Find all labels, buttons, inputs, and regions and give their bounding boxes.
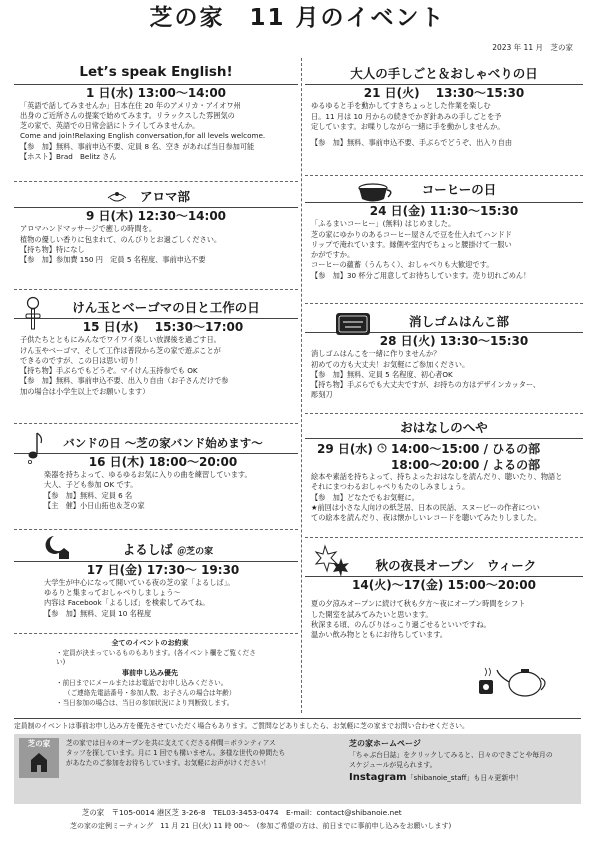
text-line: 【参 加】30 杯分ご用意してお待ちしています。売り切れごめん！ [311, 270, 531, 280]
text-line: ての絵本を読んだり、夜は懐かしいレコードを聴いてみたりしました。 [311, 513, 542, 523]
text-line: タッフを探しています。月に 1 回でも構いません。多様な世代の仲間たち [66, 749, 286, 758]
event-body [14, 335, 298, 396]
homepage-info [349, 738, 574, 785]
event-title: コーヒーの日 [421, 182, 497, 197]
event-title: アロマ部 [139, 189, 190, 204]
text-line: 出身のご近所さんの提案で始めてみます。リラックスした雰囲気の [20, 110, 235, 120]
event-kendama [14, 294, 298, 424]
time-night: 18:00〜20:00 / よるの部 [391, 458, 541, 473]
text-line: 彫刻刀 [311, 390, 333, 400]
text-line: 芝の家で、英語での日常会話にトライしてみませんか。 [20, 121, 200, 131]
text-line: それにまつわるおしゃべりもたのしみましょう。 [311, 482, 470, 492]
event-date [305, 438, 583, 472]
event-title: 大人の手しごと＆おしゃべりの日 [350, 66, 538, 81]
text-line: 夏の夕涼みオープンに続けて秋も夕方〜夜にオープン時間をシフト [311, 599, 526, 609]
text-line: 芝の家にゆかりのあるコーヒー屋さんで豆を仕入れてハンドド [311, 229, 512, 239]
event-body [14, 101, 298, 162]
notice-heading: 全てのイベントのお約束 [111, 639, 189, 647]
event-rules-notice [40, 638, 260, 708]
text-line: 【参 加】どなたでもお気軽に。 [311, 492, 419, 502]
event-body [305, 599, 583, 640]
aroma-oil-icon [106, 188, 128, 206]
text-line: 内容は Facebook「よるしば」を検索してみてね。 [44, 598, 210, 608]
volunteer-box [14, 734, 581, 804]
text-line: 【参 加】無料、事前申込不要、出入り自由（お子さんだけで参 [20, 376, 229, 386]
event-date: 15 日(水) 15:30〜17:00 [14, 318, 298, 335]
event-date: 28 日(火) 13:30〜15:30 [305, 332, 583, 349]
text-line: 子供たちとともにみんなでワイワイ楽しい放課後を過ごす日。 [20, 335, 221, 345]
event-body [305, 101, 583, 148]
text-line: 消しゴムはんこを一緒に作りませんか？ [311, 349, 441, 359]
meeting-line: 芝の家の定例ミーティング 11 月 21 日(火) 11 時 00〜 (参加ご希望の方は、前日までに事前申し込みをお願いします) [70, 822, 452, 830]
text-line: 初めての方も大丈夫！お気軽にご参加ください。 [311, 359, 470, 369]
notice-line: ・当日参加の場合は、当日の参加状況により判断致します。 [56, 698, 234, 707]
coffee-cup-icon [355, 182, 395, 204]
text-line: 秋深まる頃、のんびりほっこり過ごせるといいですね。 [311, 619, 491, 629]
time-day: 14:00〜15:00 / ひるの部 [391, 442, 541, 457]
homepage-title: 芝の家ホームページ [349, 739, 421, 748]
text-line: かがですか。 [311, 250, 355, 260]
autumn-leaves-icon [313, 544, 353, 580]
kendama-icon [22, 296, 44, 332]
text-line: した開室を試みてみたいと思います。 [311, 609, 433, 619]
text-line: できるのですが、この日は思い切り！ [20, 355, 143, 365]
event-title: 消しゴムはんこ部 [408, 314, 509, 329]
eraser-stamp-icon [335, 312, 371, 336]
text-line: 【参 加】無料、定員 10 名程度 [44, 608, 152, 618]
text-line: があなたのご参加をお待ちしています。お気軽にお声がけください！ [66, 759, 270, 768]
text-line: 大人、子ども参加 OK です。 [44, 480, 138, 490]
notice-line: ・定員が決まっているものもあります。(各イベント欄をご覧ください) [56, 648, 256, 667]
left-column [14, 56, 298, 716]
instagram-handle: 「shibanoie_staff」も日々更新中！ [406, 774, 523, 783]
text-line: リップで淹れています。縁側や室内でちょっと腰掛けて一服い [311, 239, 512, 249]
event-body [305, 349, 583, 400]
event-body [14, 578, 298, 619]
column-divider [301, 58, 302, 713]
text-line: 「英語で話してみませんか」日本在住 20 年のアメリカ・アイオワ州 [20, 100, 241, 110]
event-yorushiba [14, 534, 298, 634]
issue-date: 2023 年 11 月 芝の家 [492, 43, 573, 52]
address-line: 芝の家 〒105-0014 港区芝 3-26-8 TEL03-3453-0474 E-mail：contact@shibanoie.net [82, 808, 402, 817]
logo-label: 芝の家 [27, 739, 51, 748]
event-band [14, 428, 298, 530]
text-line: 【参 加】無料、事前申込不要、定員 8 名、空き があれば当日参加可能 [20, 141, 255, 151]
text-line: コーヒーの蘊蓄（うんちく）、おしゃべりも大歓迎です。 [311, 260, 494, 270]
event-body [14, 470, 298, 511]
music-note-icon [22, 430, 44, 464]
text-line: ★前回は小さな人向けの紙芝居、日本の民話、スヌーピーの作者につい [311, 502, 540, 512]
text-line: 【主 催】小日山拓也＆芝の家 [44, 500, 145, 510]
teapot-cup-icon [475, 660, 551, 700]
text-line: 定しています。お喋りしながら一緒に手を動かしませんか。 [311, 121, 505, 131]
text-line: ゆるりと集まっておしゃべりしましょう〜 [44, 588, 181, 598]
event-date: 21 日(火) 13:30〜15:30 [305, 84, 583, 101]
page-title: 芝の家 11 月のイベント [149, 5, 446, 31]
event-keshigomu [305, 308, 583, 414]
text-line: 【持ち物】特になし [20, 244, 85, 254]
notice-line: ・前日までにメールまたはお電話でお申し込みください。 [56, 678, 228, 687]
clock-icon [377, 443, 387, 453]
notice-heading: 事前申し込み優先 [122, 669, 178, 678]
text-line: 【参 加】無料、定員 5 名程度、初心者OK [311, 369, 453, 379]
text-line: 【ホスト】Brad Belitz さん [20, 151, 117, 161]
event-title-main: よるしば [122, 542, 173, 557]
event-title-sub: ＠芝の家 [177, 547, 214, 557]
text-line: 「ふるまいコーヒー」(無料) はじめました。 [311, 219, 456, 229]
event-title: おはなしのへや [400, 420, 488, 435]
event-ohanashi [305, 418, 583, 538]
instagram-label: Instagram [349, 772, 407, 784]
event-body [305, 472, 583, 523]
event-title: Let’s speak English! [79, 64, 233, 80]
event-date: 9 日(木) 12:30〜14:00 [14, 207, 298, 224]
text-line: 【持ち物】手ぶらでもどうぞ。マイけん玉持参でも OK [20, 366, 198, 376]
event-date: 16 日(木) 18:00〜20:00 [14, 453, 298, 470]
event-aroma [14, 186, 298, 290]
event-title: 秋の夜長オープン ウィーク [375, 558, 537, 573]
text-line: 絵本や素話を持ちよって、持ちよったおはなしを読んだり、聴いたり、物語と [311, 472, 563, 482]
moon-house-icon [42, 534, 70, 560]
right-column [305, 56, 583, 716]
text-line: 【持ち物】手ぶらでも大丈夫ですが、お持ちの方はデザインカッター、 [311, 380, 541, 390]
instagram-line [349, 770, 574, 785]
event-title: バンドの日 〜芝の家バンド始めます〜 [63, 436, 263, 450]
text-line: アロマハンドマッサージで癒しの時間を。 [20, 224, 157, 234]
text-line: けん玉やベーゴマ、そして工作は普段から芝の家で遊ぶことが [20, 345, 221, 355]
volunteer-text [66, 738, 344, 769]
event-otona [305, 60, 583, 176]
event-body [305, 219, 583, 280]
text-line: 温かい飲み物とともにお待ちしています。 [311, 630, 447, 640]
event-date: 24 日(金) 11:30〜15:30 [305, 202, 583, 219]
text-line: 【参 加】無料、定員 6 名 [44, 490, 133, 500]
event-title: けん玉とベーゴマの日と工作の日 [72, 300, 260, 315]
text-line: 【参 加】参加費 150 円 定員 5 名程度、事前申込不要 [20, 255, 206, 265]
event-day: 29 日(水) [317, 442, 373, 457]
text-line: 芝の家では日々のオープンを共に支えてくださる仲間＝ボランティアス [66, 739, 276, 747]
text-line: ゆるゆると手を動かしてすきちょっとした作業を楽しむ [311, 101, 491, 111]
event-date: 14(火)〜17(金) 15:00〜20:00 [305, 576, 583, 593]
event-coffee [305, 180, 583, 304]
event-english [14, 56, 298, 182]
text-line: 「ちゃぶ台日誌」をクリックしてみると、日々のできごとや毎月の [349, 751, 553, 759]
text-line: 日。11 月は 10 月からの続きでかぎ針あみの手しごとを予 [311, 111, 502, 121]
event-date: 17 日(金) 17:30〜 19:30 [14, 561, 298, 578]
event-date: 1 日(水) 13:00〜14:00 [14, 84, 298, 101]
notice-line: （ご連絡先電話番号・参加人数、お子さんの場合は年齢） [64, 688, 236, 697]
text-line: 植物の優しい香りに包まれて、のんびりとお過ごしください。 [20, 234, 222, 244]
event-akino [305, 544, 583, 714]
text-line: 楽器を持ちよって、ゆるゆるお気に入りの曲を練習しています。 [44, 470, 252, 480]
text-line: 【参 加】無料、事前申込不要、手ぶらでどうぞ、出入り自由 [311, 138, 513, 148]
contact-note: 定員制のイベントは事前お申し込み方を優先させていただく場合もあります。ご質問などありましたら、お気軽に芝の家までお問い合わせください。 [14, 718, 581, 732]
text-line: スケジュールが見られます。 [349, 761, 437, 770]
text-line: 大学生が中心になって開いている夜の芝の家「よるしば」。 [44, 577, 235, 587]
text-line: 加の場合は小学生以上でお願いします） [20, 386, 150, 396]
event-body [14, 224, 298, 265]
text-line: Come and join!Relaxing English conversation,for all levels welcome. [20, 131, 266, 141]
